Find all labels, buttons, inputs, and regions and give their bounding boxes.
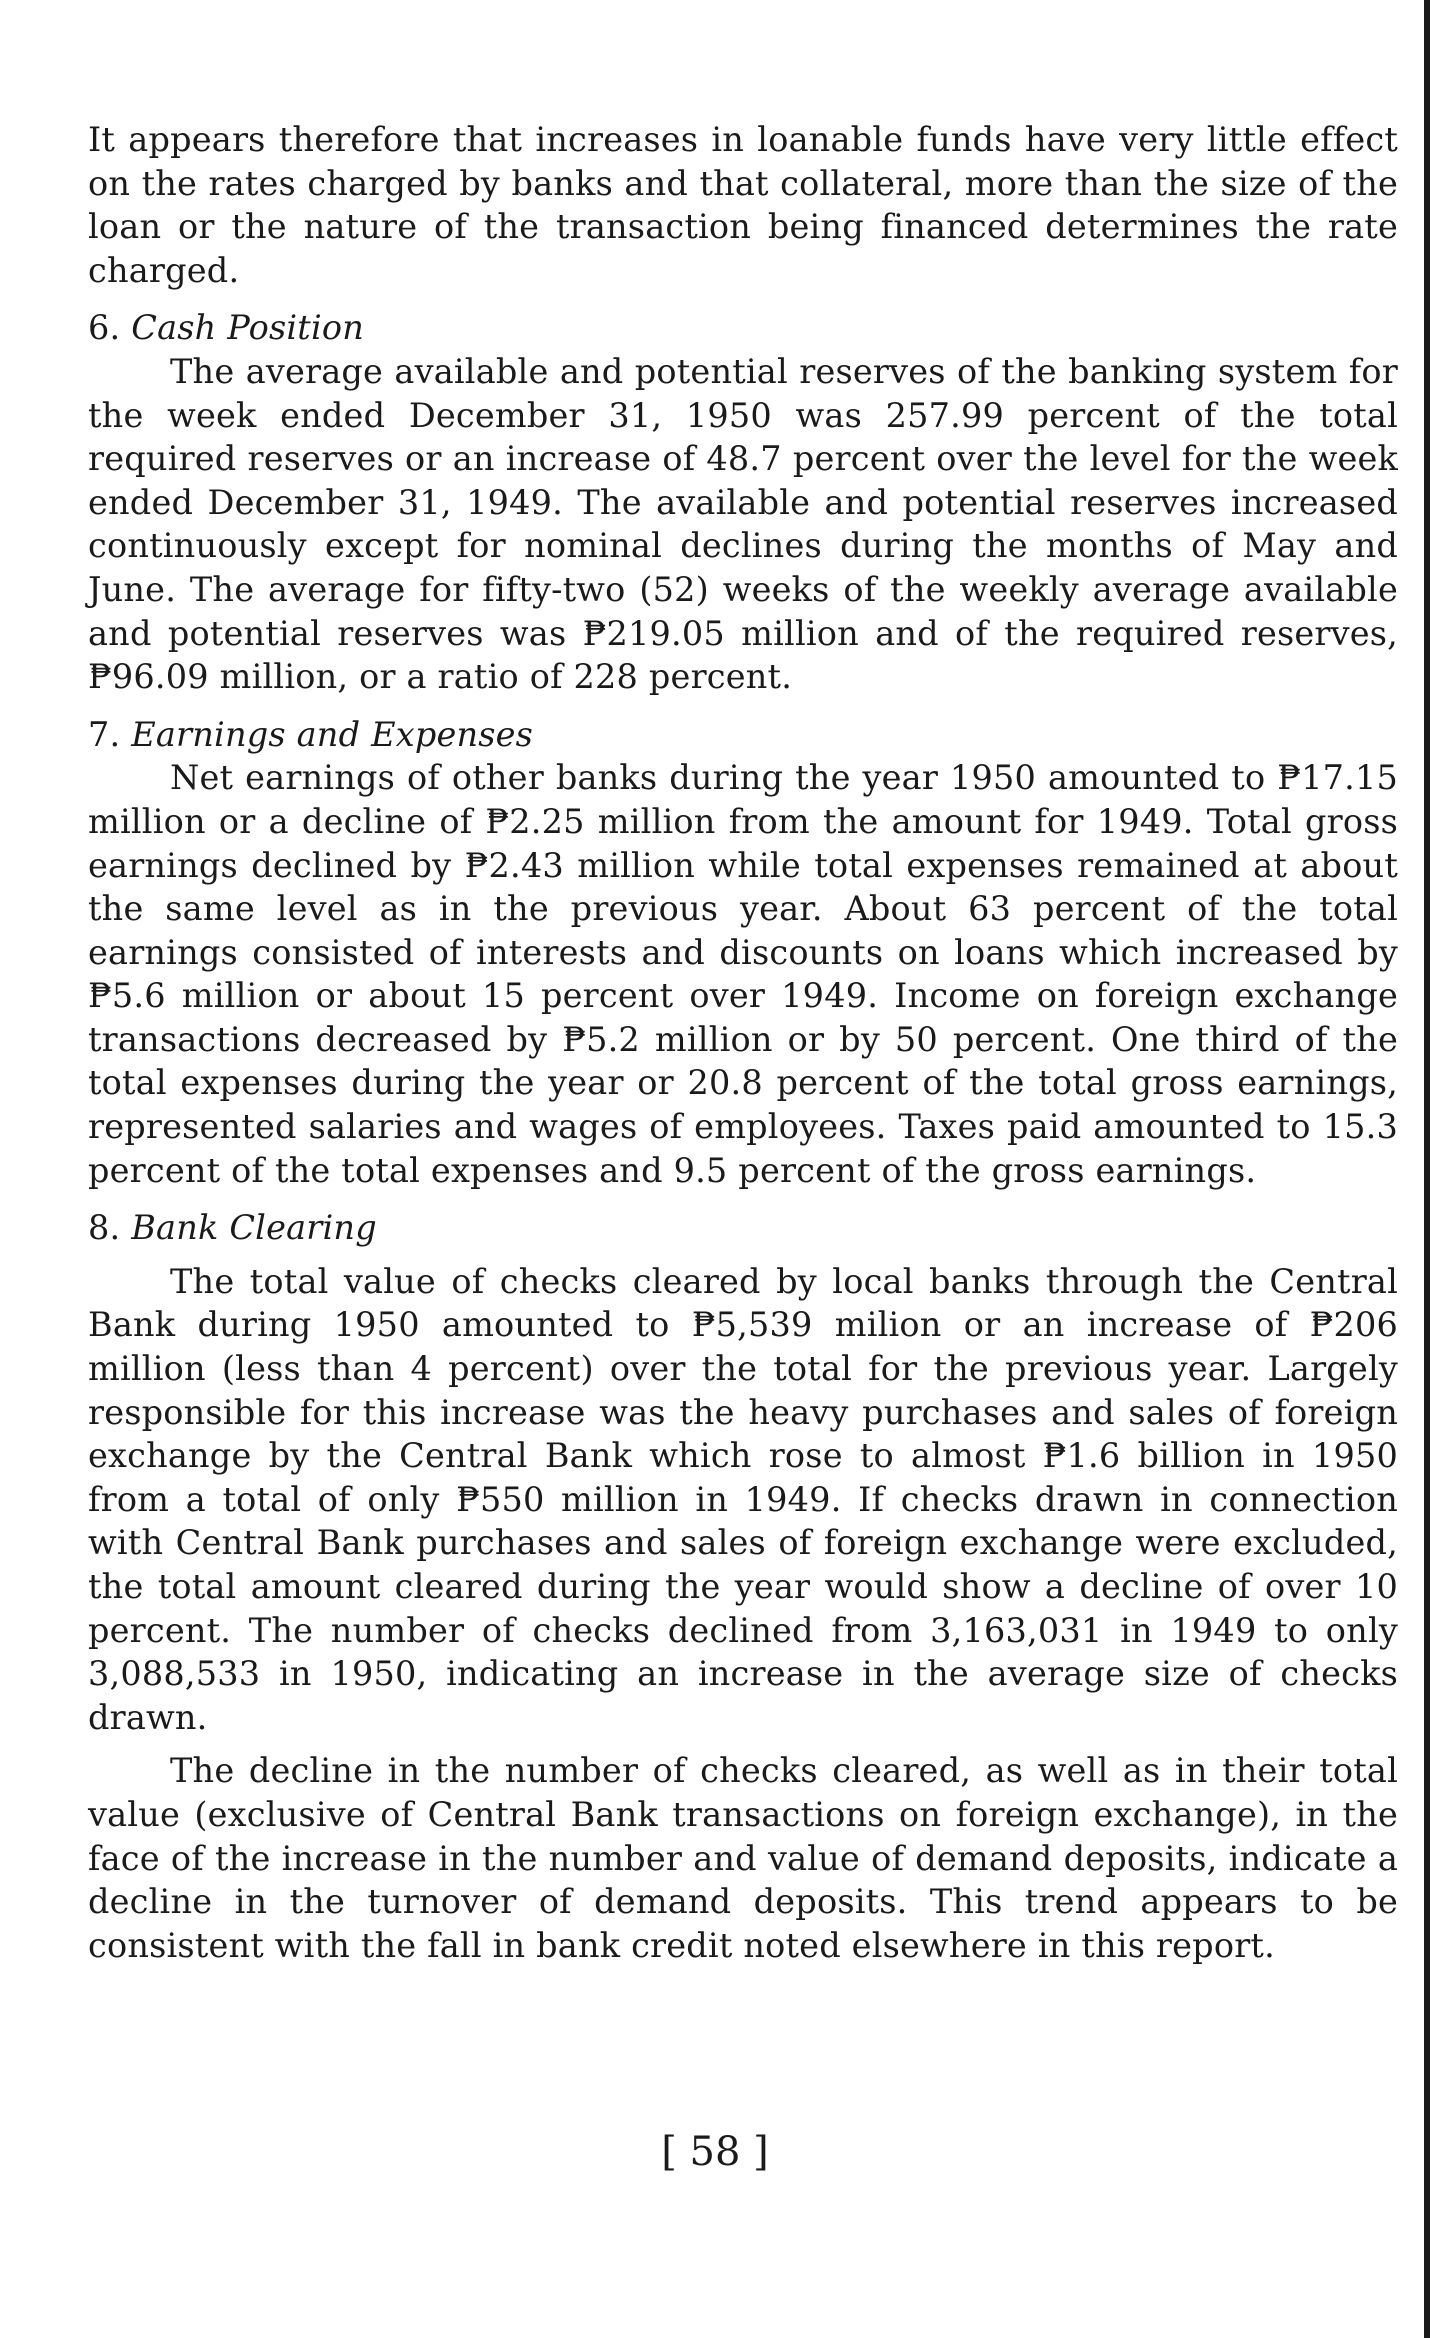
section-heading [88,306,1398,350]
page-edge [1424,0,1430,2338]
section-title: Earnings and Expenses [131,714,534,754]
intro-paragraph: It appears therefore that increases in loanable funds have very little effect on the rates charged by banks and that collateral, more than the size of the loan or the nature of the transaction being financed determines the rate charged. [88,120,1398,290]
section-cash-position [88,306,1398,698]
section-heading [88,1206,1398,1250]
paragraph: The total value of checks cleared by local banks through the Central Bank during 1950 amounted to ₱5,539 milion or an increase of ₱206 million (less than 4 percent) over the total for the previous year. Largely responsible for this increase was the heavy purchases and sales of foreign exchange by the Central Bank which rose to almost ₱1.6 billion in 1950 from a total of only ₱550 million in 1949. If checks drawn in connection with Central Bank purchases and sales of foreign exchange were excluded, the total amount cleared during the year would show a decline of over 10 percent. The number of checks declined from 3,163,031 in 1949 to only 3,088,533 in 1950, indicating an increase in the average size of checks drawn. [88,1261,1398,1737]
section-number: 7. [88,714,121,754]
paragraph: The decline in the number of checks cleared, as well as in their total value (exclusive of Central Bank transactions on foreign exchange), in the face of the increase in the number and value of demand deposits, indicate a decline in the turnover of demand deposits. This trend appears to be consistent with the fall in bank credit noted elsewhere in this report. [88,1751,1398,1965]
page-number: [ 58 ] [661,2129,769,2175]
section-heading [88,713,1398,757]
section-earnings-and-expenses [88,713,1398,1193]
document-body [88,118,1398,1967]
section-bank-clearing [88,1206,1398,1967]
section-number: 8. [88,1208,121,1248]
section-title: Bank Clearing [131,1208,377,1248]
section-title: Cash Position [131,308,365,348]
paragraph: Net earnings of other banks during the year 1950 amounted to ₱17.15 million or a decline of ₱2.25 million from the amount for 1949. Total gross earnings declined by ₱2.43 million while total expenses remained at about the same level as in the previous year. About 63 percent of the total earnings consisted of interests and discounts on loans which increased by ₱5.6 million or about 15 percent over 1949. Income on foreign exchange transactions decreased by ₱5.2 million or by 50 percent. One third of the total expenses during the year or 20.8 percent of the total gross earnings, represented salaries and wages of employees. Taxes paid amounted to 15.3 percent of the total expenses and 9.5 percent of the gross earnings. [88,758,1398,1190]
section-number: 6. [88,308,121,348]
paragraph: The average available and potential reserves of the banking system for the week ended December 31, 1950 was 257.99 percent of the total required reserves or an increase of 48.7 percent over the level for the week ended December 31, 1949. The available and potential reserves increased continuously except for nominal declines during the months of May and June. The average for fifty-two (52) weeks of the weekly average available and potential reserves was ₱219.05 million and of the required reserves, ₱96.09 million, or a ratio of 228 percent. [88,351,1398,697]
